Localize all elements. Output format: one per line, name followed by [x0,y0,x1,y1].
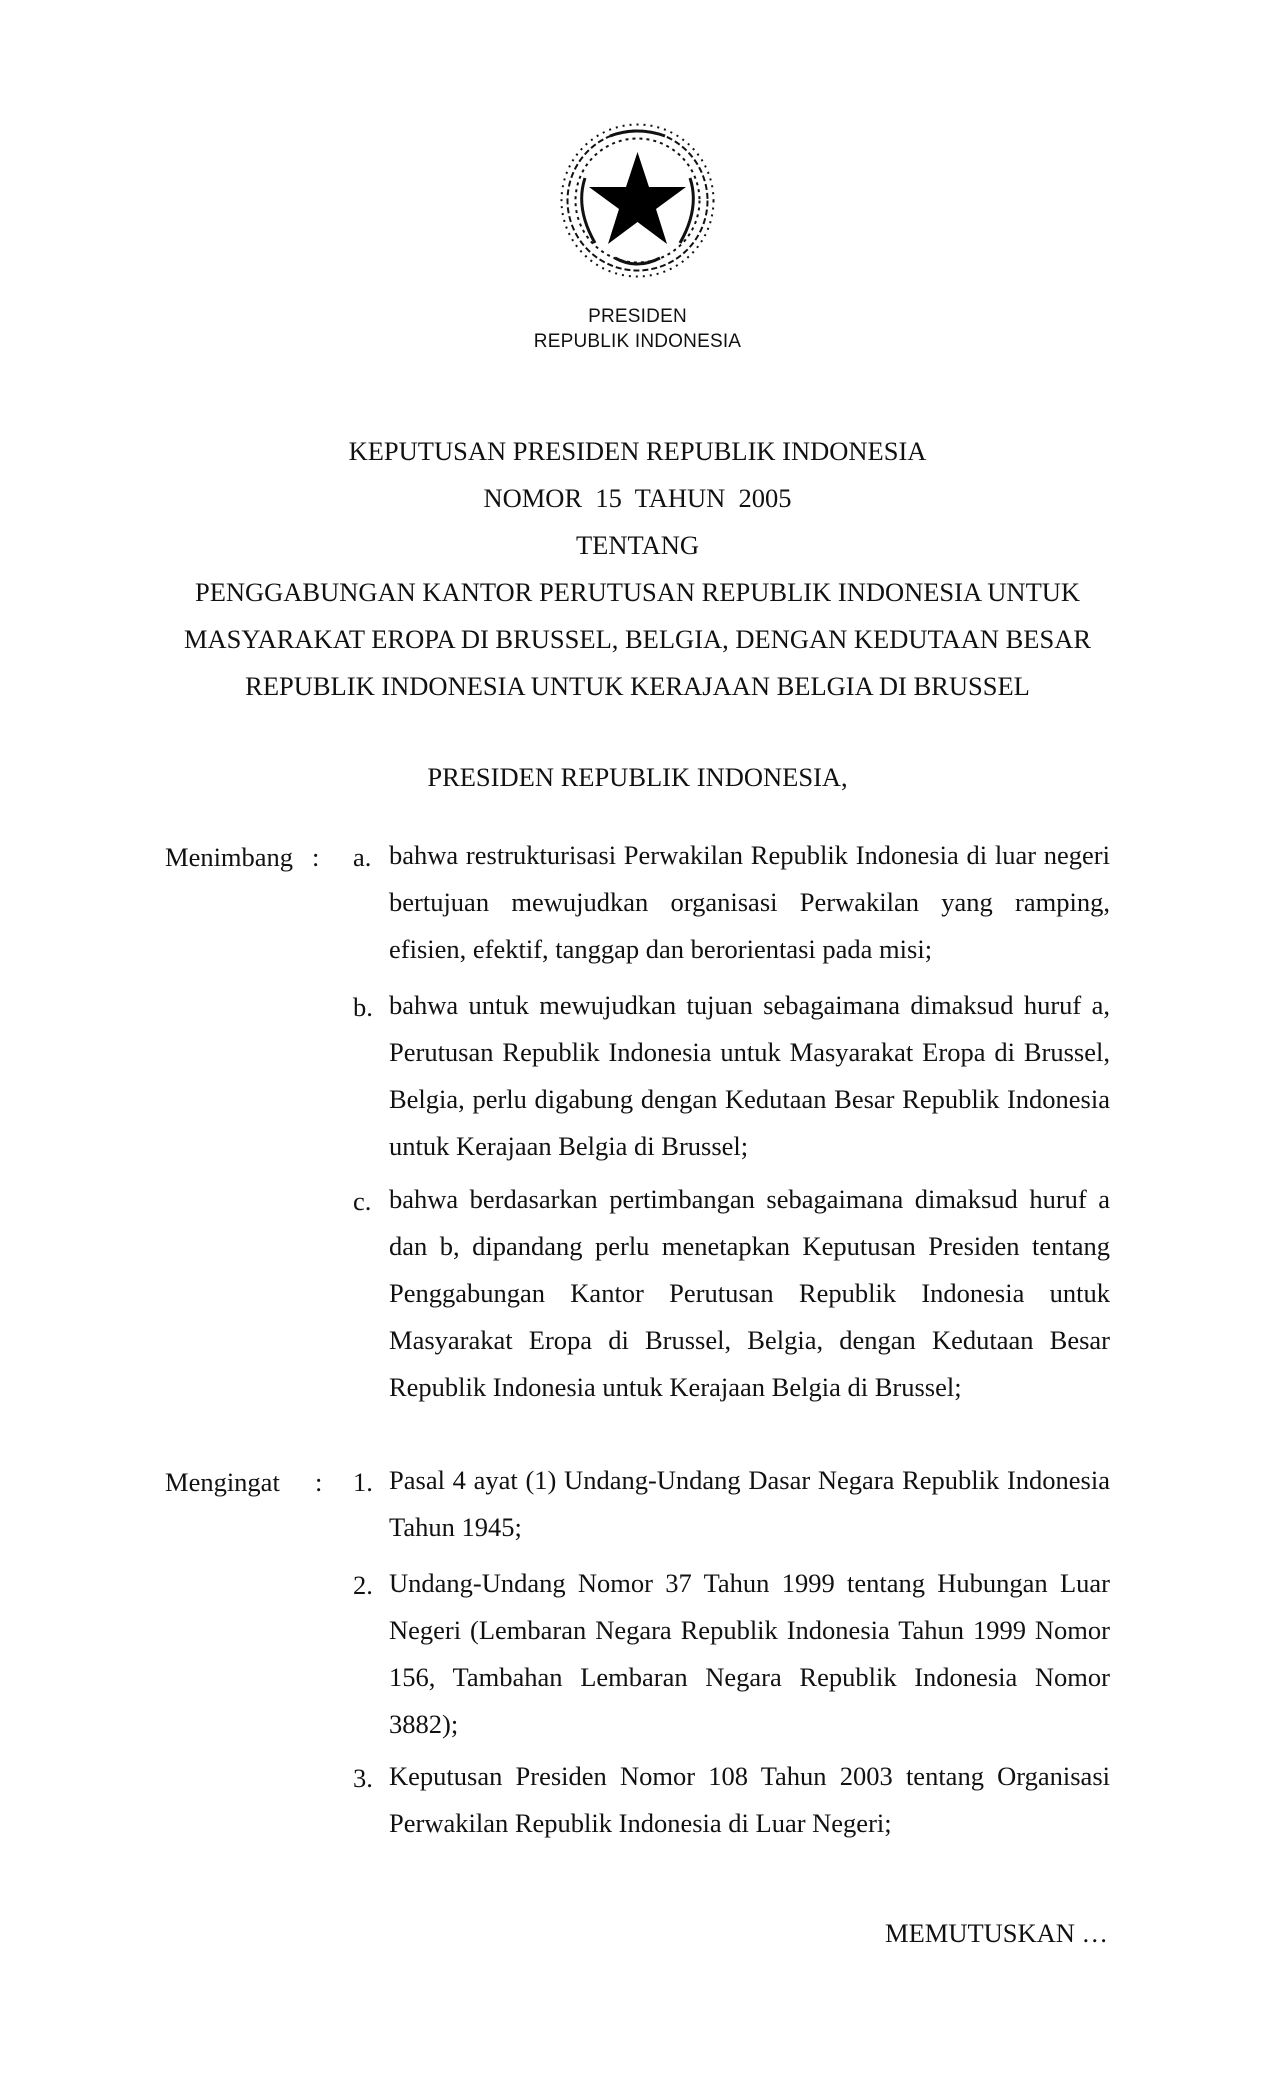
title-line: KEPUTUSAN PRESIDEN REPUBLIK INDONESIA [348,436,927,466]
mengingat-label: Mengingat [165,1467,280,1497]
menimbang-colon: : [312,842,320,872]
title-line: NOMOR 15 TAHUN 2005 [483,483,792,513]
header-president-label: PRESIDEN [588,306,687,327]
item-marker: c. [353,1186,372,1216]
mengingat-section [165,1467,1110,1857]
item-text: bahwa berdasarkan pertimbangan sebagaimana dimaksud huruf a dan b, dipandang perlu menetapkan Keputusan Presiden tentang Penggabungan Kantor Perutusan Republik Indonesia untuk Masyarakat Eropa di Brussel, Belgia, dengan Kedutaan Besar Republik Indonesia untuk Kerajaan Belgia di Brussel; [389,1184,1110,1402]
continuation-marker: MEMUTUSKAN … [885,1918,1109,1948]
mengingat-colon: : [315,1467,323,1497]
item-text: bahwa untuk mewujudkan tujuan sebagaimana dimaksud huruf a, Perutusan Republik Indonesia untuk Masyarakat Eropa di Brussel, Belgia, perlu digabung dengan Kedutaan Besar Republik Indonesia untuk Kerajaan Belgia di Brussel; [389,990,1110,1161]
opening-statement: PRESIDEN REPUBLIK INDONESIA, [427,762,848,792]
document-title [150,428,1125,710]
menimbang-label: Menimbang [165,842,294,872]
menimbang-section [165,842,1110,1422]
title-line: PENGGABUNGAN KANTOR PERUTUSAN REPUBLIK INDONESIA UNTUK [194,577,1081,607]
item-marker: 1. [353,1467,373,1497]
item-marker: b. [353,992,373,1022]
title-line: MASYARAKAT EROPA DI BRUSSEL, BELGIA, DENGAN KEDUTAAN BESAR [183,624,1092,654]
item-text: Pasal 4 ayat (1) Undang-Undang Dasar Negara Republik Indonesia Tahun 1945; [389,1465,1110,1542]
header-republic-label: REPUBLIK INDONESIA [533,331,742,352]
item-text: bahwa restrukturisasi Perwakilan Republik Indonesia di luar negeri bertujuan mewujudkan organisasi Perwakilan yang ramping, efisien, efektif, tanggap dan berorientasi pada misi; [389,840,1110,964]
item-text: Undang-Undang Nomor 37 Tahun 1999 tentang Hubungan Luar Negeri (Lembaran Negara Republik Indonesia Tahun 1999 Nomor 156, Tambahan Lembaran Negara Republik Indonesia Nomor 3882); [389,1568,1110,1739]
item-text: Keputusan Presiden Nomor 108 Tahun 2003 tentang Organisasi Perwakilan Republik Indonesia di Luar Negeri; [389,1761,1110,1838]
item-marker: 2. [353,1570,373,1600]
item-marker: a. [353,842,372,872]
item-marker: 3. [353,1763,373,1793]
presidential-emblem-icon [555,118,720,283]
title-line: TENTANG [576,530,699,560]
title-line: REPUBLIK INDONESIA UNTUK KERAJAAN BELGIA DI BRUSSEL [245,671,1030,701]
